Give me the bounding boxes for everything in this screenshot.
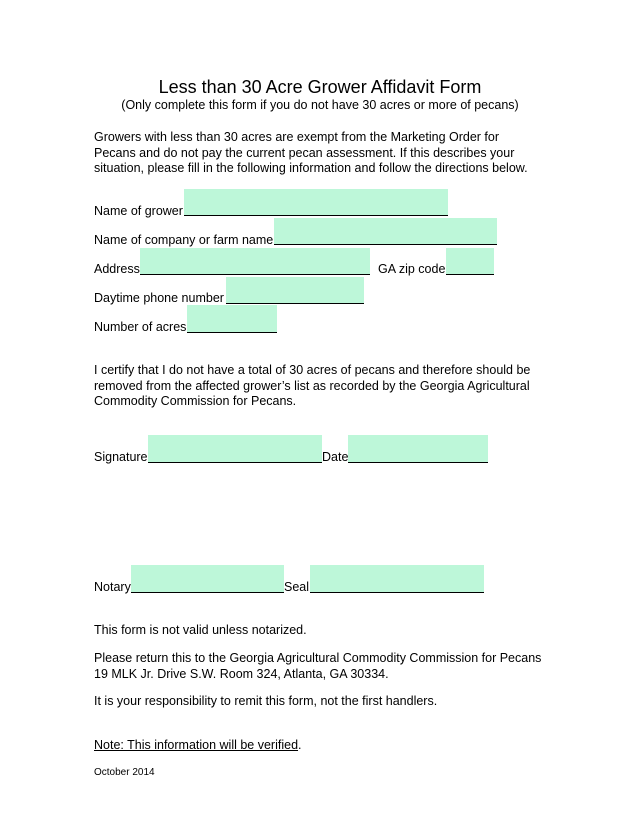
intro-line: Pecans and do not pay the current pecan assessment. If this describes your bbox=[94, 145, 515, 160]
address-label: Address bbox=[94, 262, 140, 276]
return-line: Please return this to the Georgia Agricultural Commodity Commission for Pecans bbox=[94, 651, 542, 665]
verify-note bbox=[94, 738, 302, 752]
footer-date: October 2014 bbox=[94, 767, 155, 778]
certify-line: removed from the affected grower’s list as recorded by the Georgia Agricultural bbox=[94, 378, 530, 393]
grower-name-label: Name of grower bbox=[94, 204, 183, 218]
zip-input[interactable] bbox=[446, 248, 494, 275]
return-info bbox=[94, 651, 574, 682]
phone-input[interactable] bbox=[226, 277, 364, 304]
responsibility-note: It is your responsibility to remit this form, not the first handlers. bbox=[94, 694, 438, 708]
address-input[interactable] bbox=[140, 248, 370, 275]
notary-label: Notary bbox=[94, 580, 131, 594]
verify-note-text: Note: This information will be verified bbox=[94, 738, 299, 752]
intro-paragraph bbox=[94, 130, 554, 177]
form-title: Less than 30 Acre Grower Affidavit Form bbox=[158, 77, 482, 97]
company-name-input[interactable] bbox=[274, 218, 497, 245]
signature-input[interactable] bbox=[148, 435, 322, 463]
certify-line: Commodity Commission for Pecans. bbox=[94, 394, 297, 408]
notary-input[interactable] bbox=[131, 565, 284, 593]
seal-label: Seal bbox=[284, 580, 310, 594]
seal-input[interactable] bbox=[310, 565, 484, 593]
date-label: Date bbox=[322, 450, 349, 464]
signature-label: Signature bbox=[94, 450, 148, 464]
intro-line: situation, please fill in the following information and follow the directions below. bbox=[94, 161, 528, 175]
certify-line: I certify that I do not have a total of 30 acres of pecans and therefore should be bbox=[94, 363, 531, 377]
phone-label: Daytime phone number bbox=[94, 291, 224, 305]
verify-note-period: . bbox=[298, 738, 302, 752]
acres-label: Number of acres bbox=[94, 320, 187, 334]
certify-paragraph bbox=[94, 363, 554, 410]
acres-input[interactable] bbox=[187, 305, 277, 333]
form-subtitle: (Only complete this form if you do not have 30 acres or more of pecans) bbox=[121, 98, 519, 112]
intro-line: Growers with less than 30 acres are exempt from the Marketing Order for bbox=[94, 130, 500, 144]
return-line: 19 MLK Jr. Drive S.W. Room 324, Atlanta, GA 30334. bbox=[94, 666, 389, 681]
validity-note: This form is not valid unless notarized. bbox=[94, 623, 307, 637]
grower-name-input[interactable] bbox=[184, 189, 448, 216]
date-input[interactable] bbox=[348, 435, 488, 463]
company-name-label: Name of company or farm name bbox=[94, 233, 274, 247]
zip-label: GA zip code bbox=[378, 262, 446, 276]
